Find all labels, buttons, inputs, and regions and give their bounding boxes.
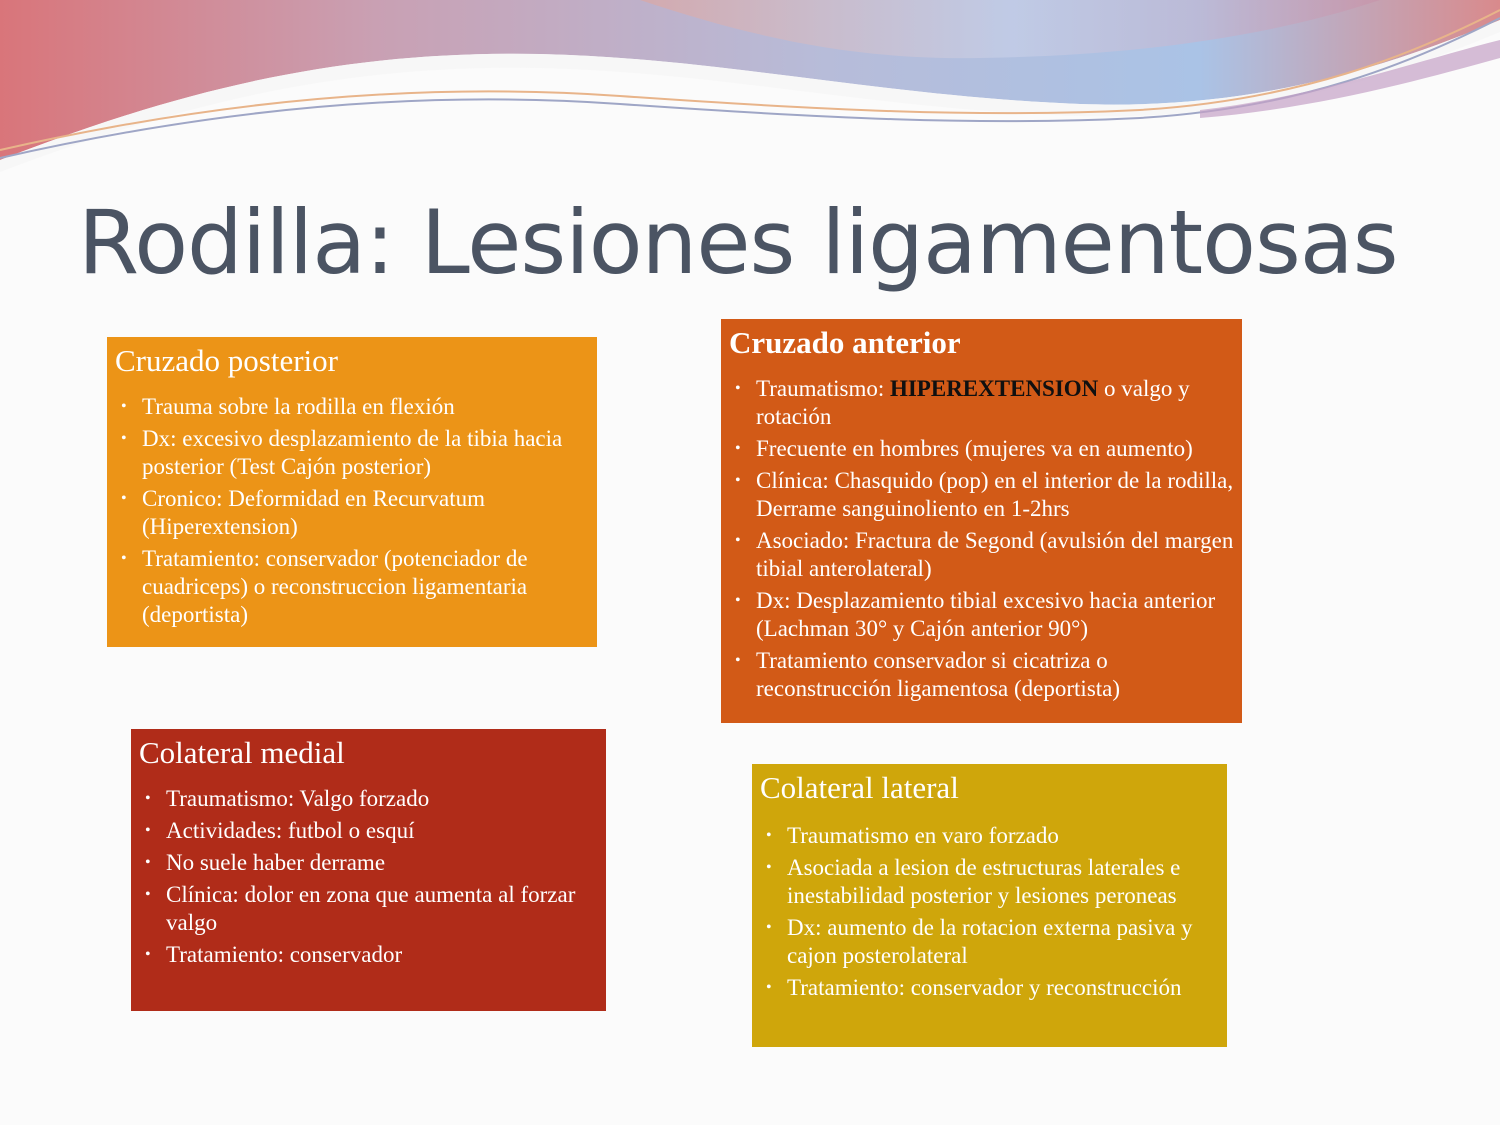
header-wave-decoration [0,0,1500,180]
colateral-lateral-list [760,822,1219,1002]
list-item: • Dx: excesivo desplazamiento de la tibia hacia posterior (Test Cajón posterior) [115,425,589,481]
list-item: • Actividades: futbol o esquí [139,817,598,845]
list-item: • Tratamiento: conservador (potenciador de cuadriceps) o reconstruccion ligamentaria (deportista) [115,545,589,629]
list-item: • Frecuente en hombres (mujeres va en aumento) [729,435,1234,463]
colateral-lateral-box [752,764,1227,1047]
cruzado-anterior-list [729,375,1234,703]
cruzado-posterior-list [115,393,589,629]
cruzado-posterior-heading: Cruzado posterior [115,343,338,378]
list-item: • Traumatismo: Valgo forzado [139,785,598,813]
list-item: • Clínica: dolor en zona que aumenta al forzar valgo [139,881,598,937]
item-prefix: Traumatismo: [756,376,890,401]
item-suffix: o valgo y rotación [756,376,1190,429]
list-item: • Cronico: Deformidad en Recurvatum (Hiperextension) [115,485,589,541]
highlight-text: HIPEREXTENSION [889,376,1099,401]
colateral-medial-heading: Colateral medial [139,735,345,770]
colateral-medial-box [131,729,606,1011]
list-item: • Dx: aumento de la rotacion externa pasiva y cajon posterolateral [760,914,1219,970]
list-item: • Dx: Desplazamiento tibial excesivo hacia anterior (Lachman 30° y Cajón anterior 90°) [729,587,1234,643]
list-item: • Traumatismo en varo forzado [760,822,1219,850]
list-item [729,375,1234,431]
cruzado-posterior-box [107,337,597,647]
colateral-medial-list [139,785,598,969]
list-item: • Tratamiento: conservador y reconstrucción [760,974,1219,1002]
list-item: • Clínica: Chasquido (pop) en el interior de la rodilla, Derrame sanguinoliento en 1-2hrs [729,467,1234,523]
list-item: • No suele haber derrame [139,849,598,877]
list-item: • Trauma sobre la rodilla en flexión [115,393,589,421]
list-item: • Tratamiento: conservador [139,941,598,969]
cruzado-anterior-box [721,319,1242,723]
cruzado-anterior-heading: Cruzado anterior [729,325,961,360]
list-item: • Asociado: Fractura de Segond (avulsión del margen tibial anterolateral) [729,527,1234,583]
list-item: • Asociada a lesion de estructuras laterales e inestabilidad posterior y lesiones peroneas [760,854,1219,910]
slide-title: Rodilla: Lesiones ligamentosas [78,191,1398,294]
list-item: • Tratamiento conservador si cicatriza o reconstrucción ligamentosa (deportista) [729,647,1234,703]
colateral-lateral-heading: Colateral lateral [760,770,959,805]
